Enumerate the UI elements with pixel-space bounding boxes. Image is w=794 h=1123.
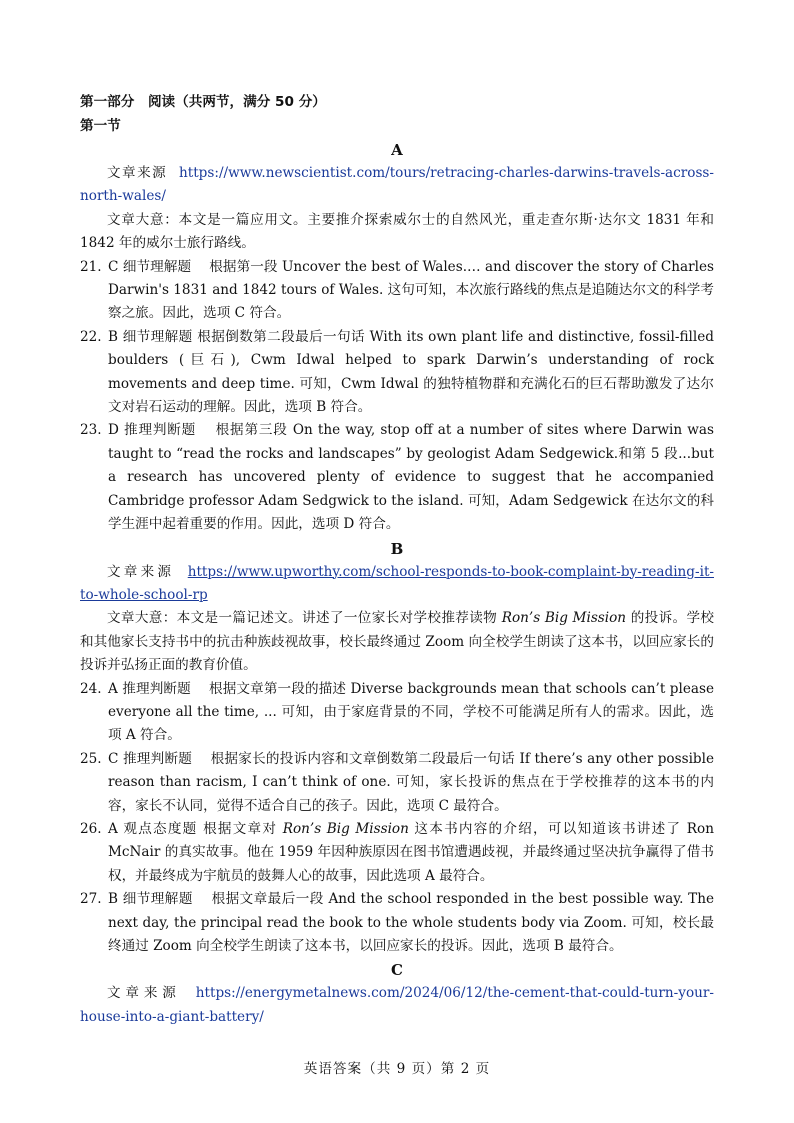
part-heading: 第一部分 阅读（共两节，满分 50 分） <box>80 94 326 110</box>
question-number: 22. <box>80 328 102 345</box>
question-23 <box>80 419 714 536</box>
passage-b-source <box>80 561 714 608</box>
passage-c-source <box>80 982 714 1029</box>
explanation: 根据第一段 Uncover the best of Wales.… and discover the story of Charles Darwin's 1831 and 1842 tours of Wales. 这句可知，本次旅行路线的焦点是追随达尔文的科学考察之旅。因此，选项 C 符合。 <box>108 258 715 322</box>
book-title: Ron’s Big Mission <box>501 610 627 627</box>
question-number: 21. <box>80 258 102 275</box>
explanation: 根据第三段 On the way, stop off at a number of sites where Darwin was taught to “read the rocks and landscapes” by geologist Adam Sedgewick.和第 5 段...but a research has uncovered plenty of evidence to suggest that he accompanied Cambridge professor Adam Sedgwick to the island. 可知，Adam Sedgewick 在达尔文的科学生涯中起着重要的作用。因此，选项 D 符合。 <box>108 422 714 533</box>
explanation: 根据倒数第二段最后一句话 With its own plant life and distinctive, fossil-filled boulders (巨石), Cwm Idwal helped to spark Darwin’s understanding of rock movements and deep time. 可知，Cwm Idwal 的独特植物群和充满化石的巨石帮助激发了达尔文对岩石运动的理解。因此，选项 B 符合。 <box>108 328 714 416</box>
summary-text-cont: 的投诉。学校和其他家长支持书中的抗击种族歧视故事，校长最终通过 Zoom 向全校学生朗读了这本书，以回应家长的投诉并弘扬正面的教育价值。 <box>80 610 714 674</box>
passage-a-letter: A <box>391 141 403 159</box>
explanation: 根据家长的投诉内容和文章倒数第二段最后一句话 If there’s any other possible reason than racism, I can’t think of one. 可知，家长投诉的焦点在于学校推荐的这本书的内容，家长不认同，觉得不适合自己的孩子。因此，选项 C 最符合。 <box>108 750 715 814</box>
source-url[interactable]: https://www.upworthy.com/school-responds-to-book-complaint-by-reading-it-to-whole-school-rp <box>80 563 714 603</box>
question-type: 细节理解题 <box>122 258 192 275</box>
answer-letter: B <box>108 891 118 908</box>
summary-text: 本文是一篇记述文。讲述了一位家长对学校推荐读物 <box>176 610 502 627</box>
book-title: Ron’s Big Mission <box>282 820 409 837</box>
question-22 <box>80 326 714 420</box>
question-number: 25. <box>80 750 102 767</box>
question-type: 细节理解题 <box>122 891 193 908</box>
question-26 <box>80 818 714 888</box>
question-type: 观点态度题 <box>123 820 198 837</box>
explanation: 根据文章第一段的描述 Diverse backgrounds mean that schools can’t please everyone all the time, ... 可知，由于家庭背景的不同，学校不可能满足所有人的需求。因此，选项 A 符合。 <box>108 680 715 744</box>
passage-c-letter: C <box>391 961 403 980</box>
passage-b-letter: B <box>390 539 404 558</box>
source-url[interactable]: https://www.newscientist.com/tours/retracing-charles-darwins-travels-across-north-wales/ <box>80 165 714 205</box>
passage-b-summary <box>80 607 714 677</box>
source-url[interactable]: https://energymetalnews.com/2024/06/12/the-cement-that-could-turn-your-house-into-a-giant-battery/ <box>80 985 714 1025</box>
answer-page <box>80 90 714 1029</box>
question-type: 推理判断题 <box>122 680 191 697</box>
answer-letter: A <box>108 820 118 837</box>
answer-letter: B <box>108 328 118 345</box>
question-number: 26. <box>80 820 102 837</box>
question-number: 24. <box>80 680 102 697</box>
explanation: 根据文章最后一段 And the school responded in the best possible way. The next day, the principal read the book to the whole students body via Zoom. 可知，校长最终通过 Zoom 向全校学生朗读了这本书，以回应家长的投诉。因此，选项 B 最符合。 <box>108 891 715 954</box>
passage-a-summary <box>80 209 714 256</box>
page-footer: 英语答案（共 9 页）第 2 页 <box>303 1061 491 1077</box>
passage-a-source <box>80 162 714 209</box>
question-24 <box>80 678 714 748</box>
source-label: 文章来源 <box>107 985 181 1002</box>
question-number: 27. <box>80 891 102 908</box>
summary-label: 文章大意： <box>107 211 179 228</box>
answer-letter: A <box>108 680 118 697</box>
explanation: 根据文章对 <box>203 820 283 837</box>
summary-label: 文章大意： <box>107 610 177 627</box>
summary-text: 本文是一篇应用文。主要推介探索威尔士的自然风光，重走查尔斯·达尔文 1831 年和 1842 年的威尔士旅行路线。 <box>80 211 715 252</box>
answer-letter: C <box>108 258 119 275</box>
question-21 <box>80 256 714 326</box>
answer-letter: C <box>108 750 119 767</box>
explanation-cont: 这本书内容的介绍，可以知道该书讲述了 Ron McNair 的真实故事。他在 1959 年因种族原因在图书馆遭遇歧视，并最终通过坚决抗争赢得了借书权，并最终成为宇航员的鼓舞人心的故事，因此选项 A 最符合。 <box>108 820 714 884</box>
question-type: 推理判断题 <box>124 422 197 439</box>
source-label: 文章来源 <box>107 563 175 580</box>
question-25 <box>80 748 714 818</box>
section-heading: 第一节 <box>80 118 121 134</box>
question-type: 推理判断题 <box>122 750 193 767</box>
source-label: 文章来源 <box>107 165 168 181</box>
question-27 <box>80 888 714 958</box>
question-number: 23. <box>80 422 102 439</box>
question-type: 细节理解题 <box>122 328 193 345</box>
answer-letter: D <box>108 422 119 439</box>
